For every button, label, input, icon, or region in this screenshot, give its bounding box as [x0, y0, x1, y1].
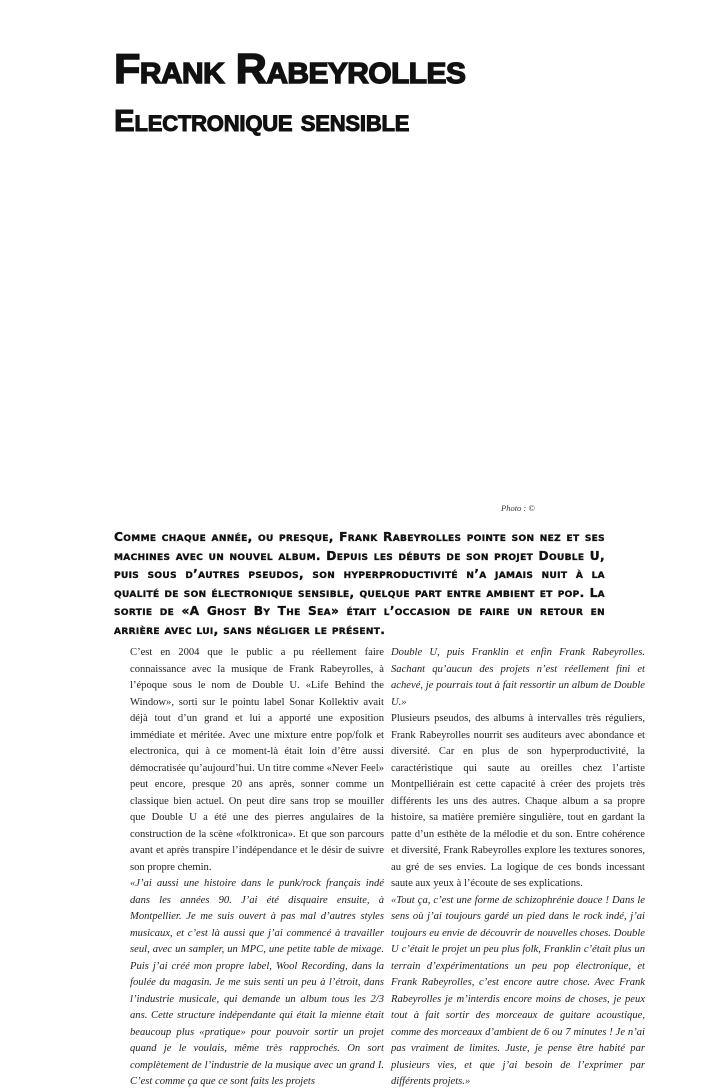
- article-title: Frank Rabeyrolles: [114, 45, 466, 92]
- interview-quote: Double U, puis Franklin et enfin Frank Rabeyrolles. Sachant qu’aucun des projets n’est réellement fini et achevé, je pourrais tout à fait ressortir un album de Double U.»: [391, 647, 645, 708]
- article-lead: Comme chaque année, ou presque, Frank Rabeyrolles pointe son nez et ses machines avec un nouvel album. Depuis les débuts de son projet Double U, puis sous d’autres pseudos, son hyperproductivité n’a jamais nuit à la qualité de son électronique sensible, quelque part entre ambient et pop. La sortie de «A Ghost By The Sea» était l’occasion de faire un retour en arrière avec lui, sans négliger le présent.: [114, 530, 605, 637]
- body-column-left: [130, 645, 384, 1091]
- interview-quote: «J’ai aussi une histoire dans le punk/rock français indé dans les années 90. J’ai été disquaire ensuite, à Montpellier. Je me suis ouvert à pas mal d’autres styles musicaux, et c’est là aussi que j’ai commencé à travailler seul, avec un sampler, un MPC, une petite table de mixage. Puis j’ai créé mon propre label, Wool Recording, dans la foulée du magasin. Je me suis senti un peu à l’étroit, dans l’industrie musicale, qui demande un album tous les 2/3 ans. Cette structure indépendante qui était la mienne était beaucoup plus «pratique» pour pouvoir sortir un projet quand je le voulais, même très rapprochés. On sort complètement de l’industrie de la musique avec un grand I. C’est comme ça que ce sont faits les projets: [130, 878, 384, 1087]
- photo-credit: Photo : ©: [501, 503, 535, 513]
- article-subtitle: Electronique sensible: [114, 103, 410, 138]
- interview-quote: «Tout ça, c’est une forme de schizophrénie douce ! Dans le sens où j’ai toujours gardé un pied dans le rock indé, j’ai toujours eu envie de découvrir de nouvelles choses. Double U c’était le projet un peu plus folk, Franklin c’était plus un terrain d’expérimentations un peu pop électronique, et Frank Rabeyrolles, c’est encore autre chose. Avec Frank Rabeyrolles je m’interdis encore moins de choses, je peux tout à fait sortir des morceaux de guitare acoustique, comme des morceaux d’ambient de 6 ou 7 minutes ! Je n’ai pas vraiment de limites. Juste, je pense être habité par plusieurs vies, et que j’ai besoin de l’exprimer par différents projets.»: [391, 894, 645, 1087]
- body-column-right: [391, 645, 645, 1091]
- body-paragraph: C’est en 2004 que le public a pu réellement faire connaissance avec la musique de Frank Rabeyrolles, à l’époque sous le nom de Double U. «Life Behind the Window», sorti sur le pointu label Sonar Kollektiv avait déjà tout d’un grand et lui a apporté une exposition immédiate et méritée. Avec une mixture entre pop/folk et electronica, qui à ce moment-là était loin d’être aussi démocratisée qu’aujourd’hui. Un titre comme «Never Feel» peut encore, presque 20 ans après, sonner comme un classique bien actuel. On peut dire sans trop se mouiller que Double U a été une des pierres angulaires de la construction de la scène «folktronica». Et que son parcours avant et après transpire l’indépendance et le désir de suivre son propre chemin.: [130, 647, 384, 873]
- photo-placeholder: [114, 150, 604, 495]
- body-paragraph: Plusieurs pseudos, des albums à intervalles très réguliers, Frank Rabeyrolles nourrit ses auditeurs avec abondance et diversité. Car en plus de son hyperproductivité, la caractéristique qui saute au oreilles chez l’artiste Montpelliérain est cette capacité à créer des projets très différents les uns des autres. Chaque album a sa propre histoire, sa matière première singulière, tout en gardant la patte d’un esthète de la mélodie et du son. Entre cohérence et diversité, Frank Rabeyrolles explore les textures sonores, au gré de ses envies. La logique de ces bonds incessant saute aux yeux à l’écoute de ses explications.: [391, 713, 645, 889]
